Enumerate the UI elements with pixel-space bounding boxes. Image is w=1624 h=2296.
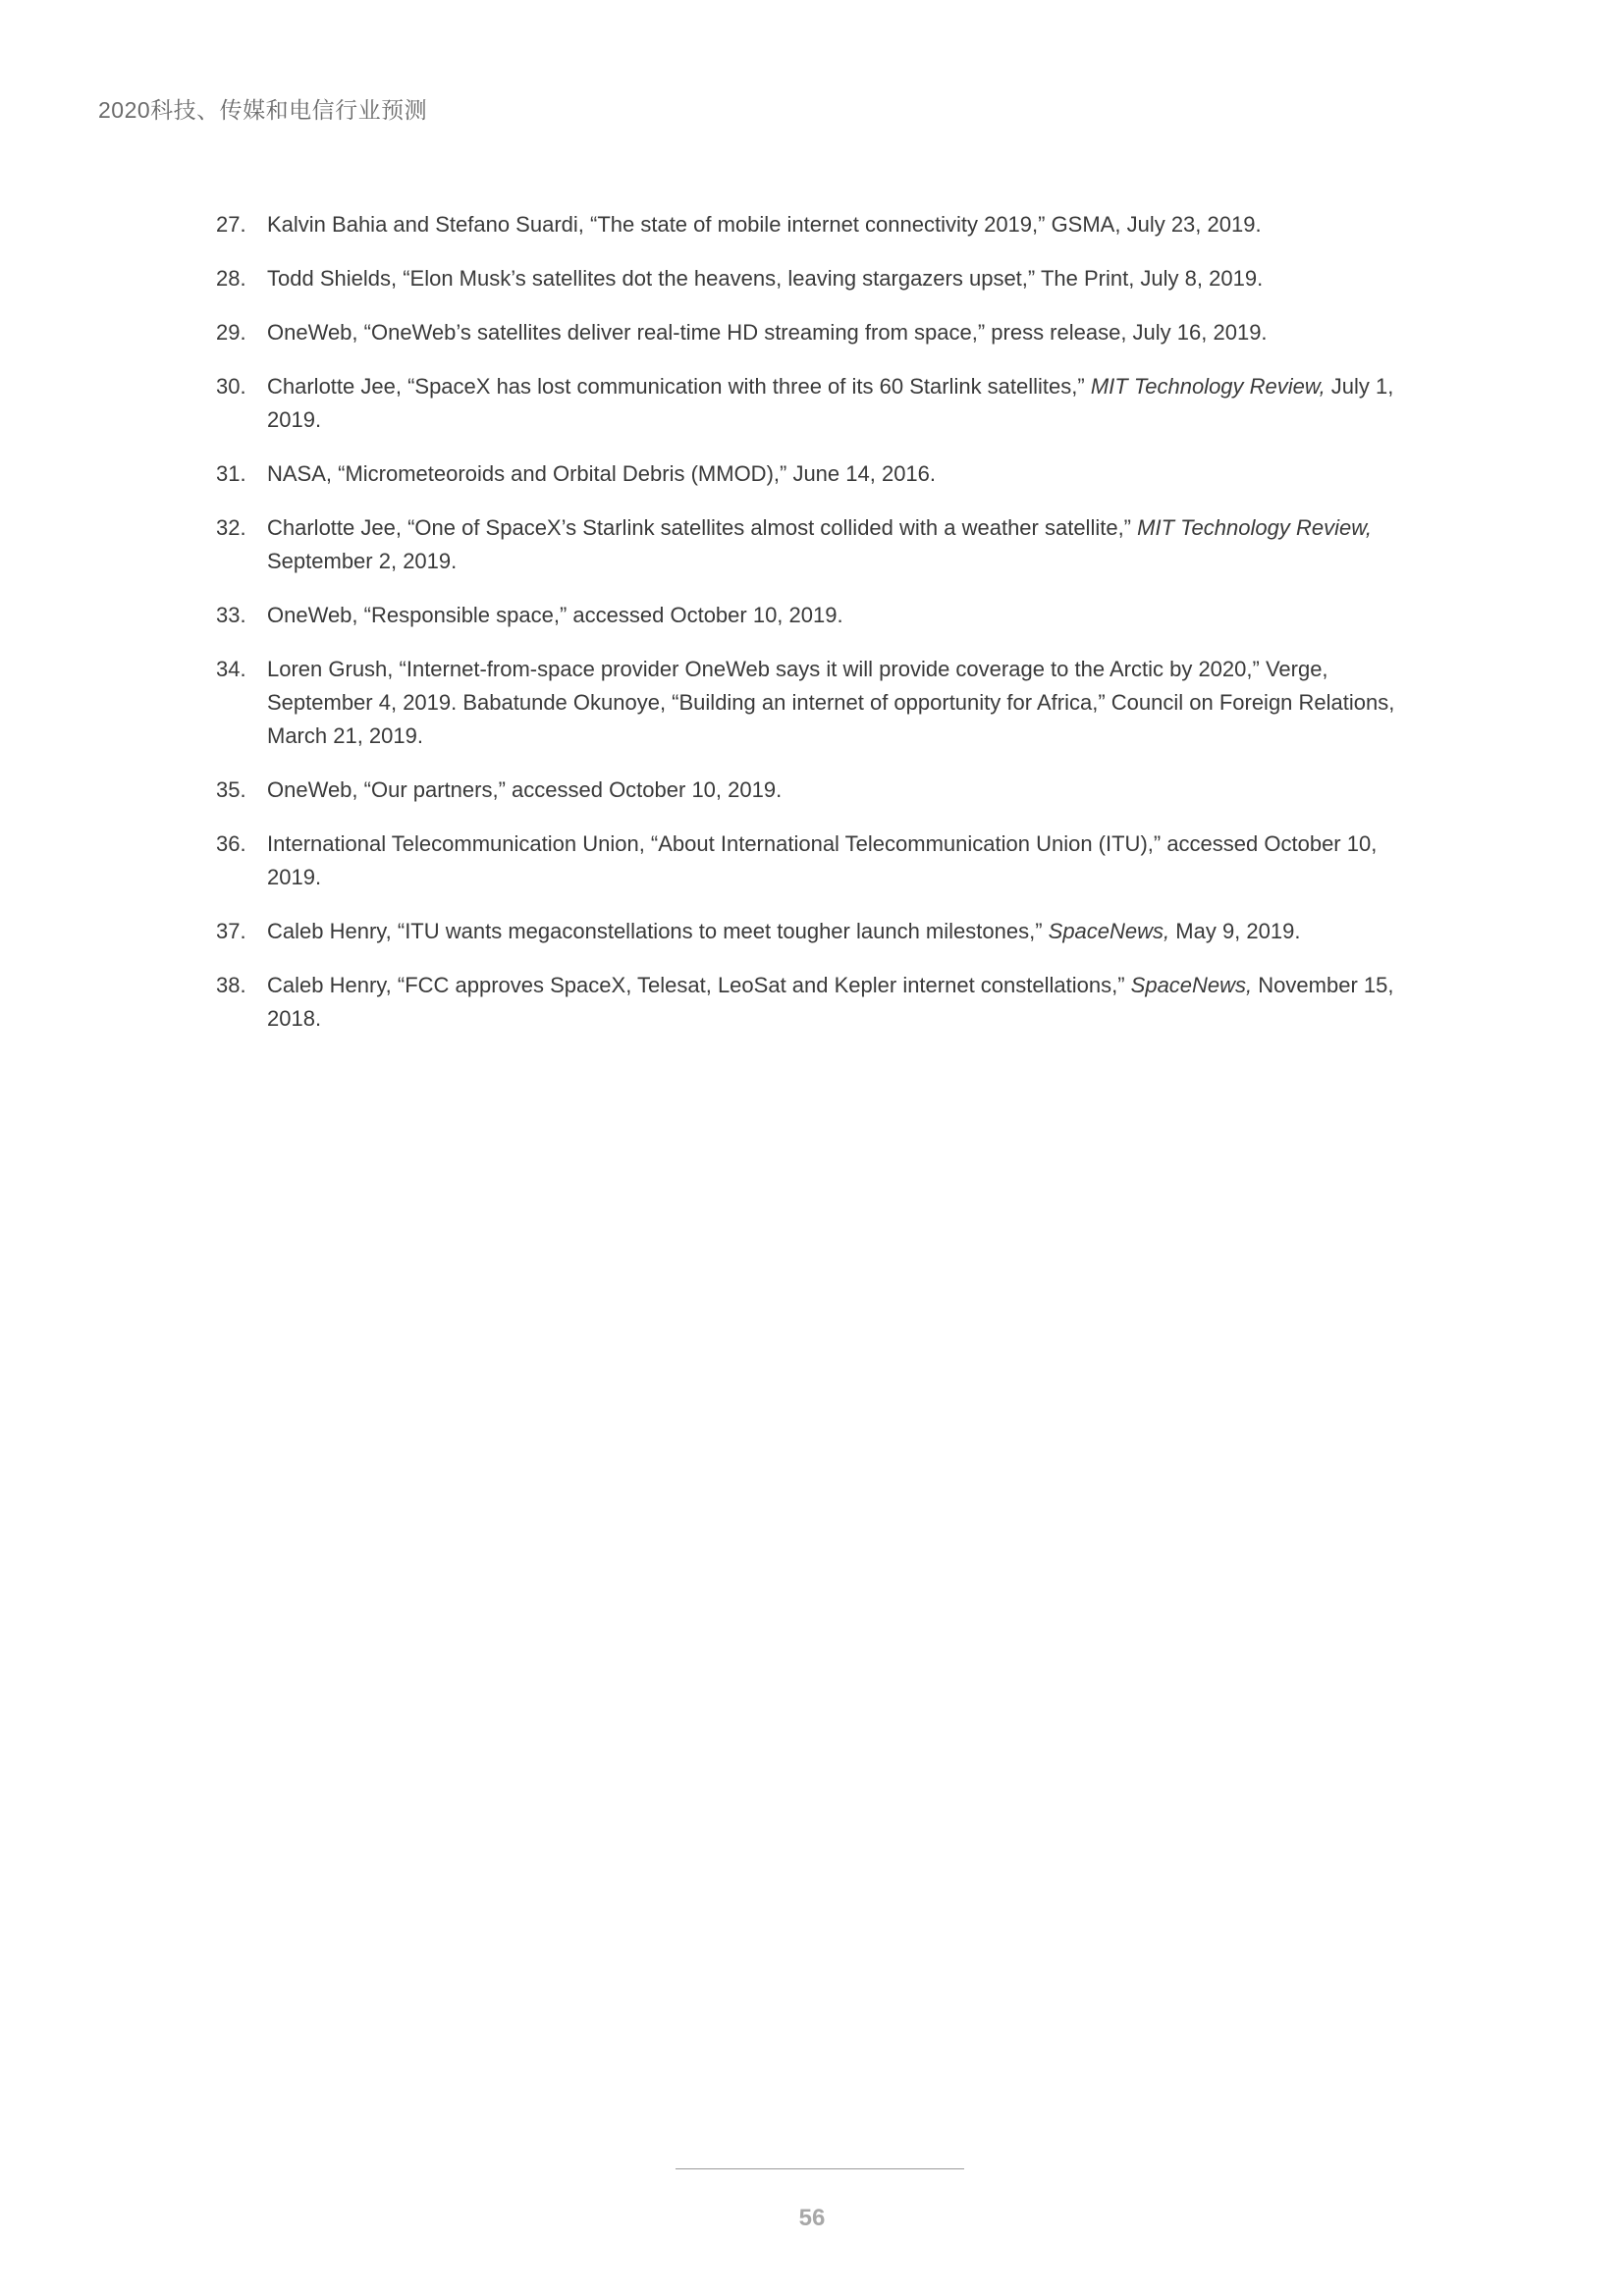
reference-text-segment: Charlotte Jee, “SpaceX has lost communication with three of its 60 Starlink satellites,”	[267, 374, 1091, 399]
reference-text-segment: International Telecommunication Union, “About International Telecommunication Union (ITU),” accessed October 10, 2019.	[267, 831, 1378, 889]
reference-text-segment: Kalvin Bahia and Stefano Suardi, “The state of mobile internet connectivity 2019,” GSMA, July 23, 2019.	[267, 212, 1262, 237]
reference-item	[216, 599, 1424, 632]
reference-text	[267, 266, 1263, 291]
reference-text-segment: Todd Shields, “Elon Musk’s satellites dot the heavens, leaving stargazers upset,” The Print, July 8, 2019.	[267, 266, 1264, 291]
footer-divider	[676, 2168, 964, 2169]
reference-text-segment: November 15, 2018.	[267, 973, 1394, 1031]
reference-source-italic: MIT Technology Review,	[1137, 515, 1372, 540]
reference-list	[216, 208, 1424, 1056]
reference-item	[216, 969, 1424, 1036]
reference-text-segment: OneWeb, “Our partners,” accessed October 10, 2019.	[267, 777, 783, 802]
reference-number: 27.	[216, 212, 246, 237]
reference-text-segment: OneWeb, “Responsible space,” accessed October 10, 2019.	[267, 603, 843, 627]
reference-source-italic: MIT Technology Review,	[1090, 374, 1326, 399]
reference-source-italic: SpaceNews,	[1130, 973, 1253, 997]
reference-text	[267, 603, 843, 627]
reference-item	[216, 457, 1424, 491]
reference-number: 35.	[216, 777, 246, 802]
reference-text-segment: Caleb Henry, “ITU wants megaconstellations to meet tougher launch milestones,”	[267, 919, 1049, 943]
reference-source-italic: SpaceNews,	[1048, 919, 1170, 943]
reference-number: 31.	[216, 461, 246, 486]
page-header-title: 2020科技、传媒和电信行业预测	[98, 97, 428, 123]
reference-text-segment: OneWeb, “OneWeb’s satellites deliver real-time HD streaming from space,” press release, July 16, 2019.	[267, 320, 1268, 345]
reference-item	[216, 511, 1424, 578]
reference-item	[216, 653, 1424, 753]
reference-text	[267, 374, 1393, 432]
reference-text	[267, 515, 1372, 573]
reference-item	[216, 828, 1424, 894]
reference-number: 29.	[216, 320, 246, 345]
reference-number: 38.	[216, 973, 246, 997]
reference-number: 33.	[216, 603, 246, 627]
reference-text	[267, 777, 782, 802]
reference-text	[267, 320, 1268, 345]
reference-text-segment: Caleb Henry, “FCC approves SpaceX, Telesat, LeoSat and Kepler internet constellations,”	[267, 973, 1131, 997]
reference-text	[267, 831, 1377, 889]
reference-text	[267, 212, 1262, 237]
reference-text	[267, 973, 1393, 1031]
reference-text-segment: Loren Grush, “Internet-from-space provider OneWeb says it will provide coverage to the Arctic by 2020,” Verge, September 4, 2019. Babatunde Okunoye, “Building an internet of opportunity for Africa,” Council on Foreign Relations, March 21, 2019.	[267, 657, 1395, 748]
reference-item	[216, 262, 1424, 295]
reference-text	[267, 919, 1300, 943]
reference-text-segment: NASA, “Micrometeoroids and Orbital Debris (MMOD),” June 14, 2016.	[267, 461, 937, 486]
reference-text	[267, 657, 1394, 748]
reference-item	[216, 370, 1424, 437]
page-number: 56	[798, 2205, 826, 2231]
reference-number: 28.	[216, 266, 246, 291]
reference-text-segment: Charlotte Jee, “One of SpaceX’s Starlink satellites almost collided with a weather satellite,”	[267, 515, 1138, 540]
reference-text-segment: September 2, 2019.	[267, 549, 458, 573]
reference-item	[216, 774, 1424, 807]
reference-number: 32.	[216, 515, 246, 540]
reference-item	[216, 316, 1424, 349]
reference-number: 30.	[216, 374, 246, 399]
reference-item	[216, 208, 1424, 241]
reference-item	[216, 915, 1424, 948]
reference-text-segment: May 9, 2019.	[1169, 919, 1301, 943]
reference-number: 36.	[216, 831, 246, 856]
reference-text-segment: July 1, 2019.	[267, 374, 1394, 432]
reference-number: 34.	[216, 657, 246, 681]
reference-number: 37.	[216, 919, 246, 943]
reference-text	[267, 461, 936, 486]
